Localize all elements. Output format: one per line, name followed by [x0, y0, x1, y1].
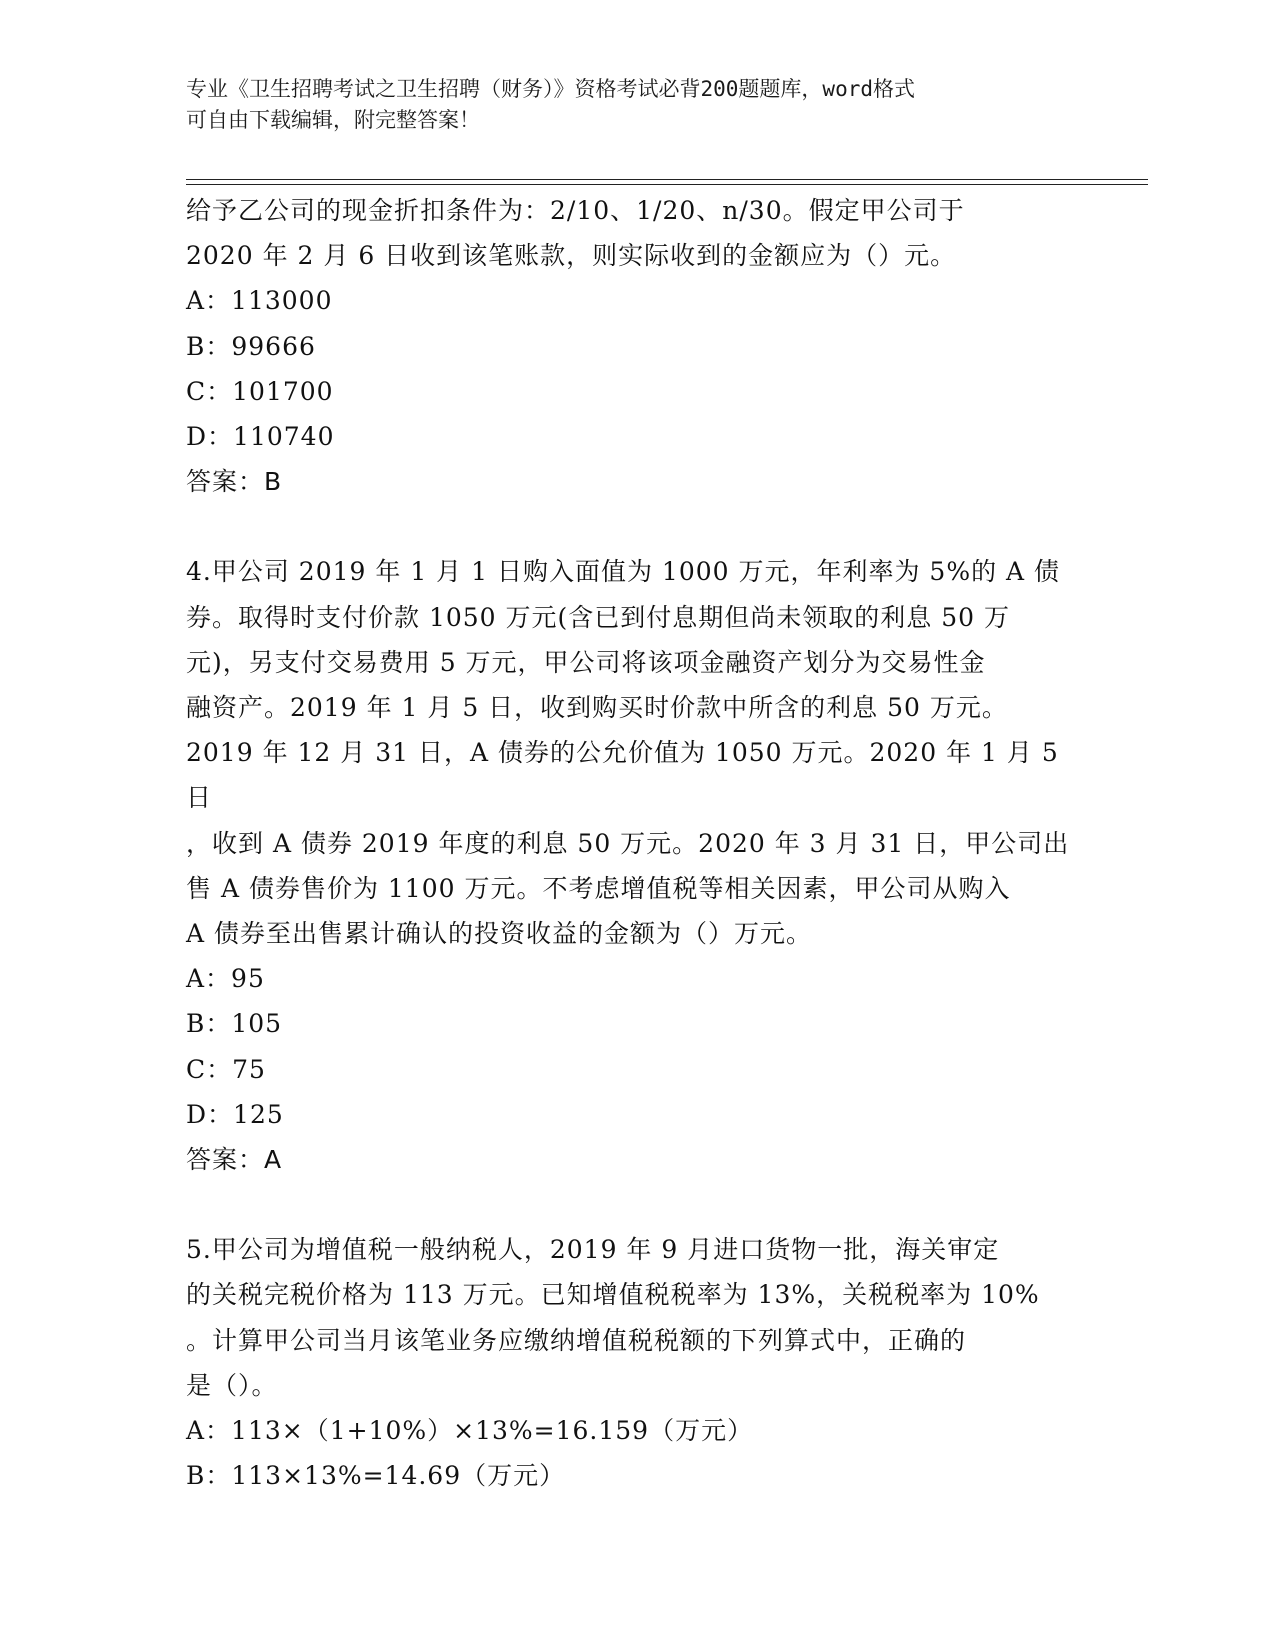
option-c: C：101700 — [186, 376, 334, 406]
spacer — [186, 504, 1086, 549]
question-stem-line: 元)，另支付交易费用 5 万元，甲公司将该项金融资产划分为交易性金 — [186, 647, 986, 677]
option-b: B：113×13%=14.69（万元） — [186, 1461, 566, 1491]
question-stem-line: ，收到 A 债券 2019 年度的利息 50 万元。2020 年 3 月 31 日，甲公司出 — [186, 828, 1070, 858]
answer-line: 答案：B — [186, 467, 283, 497]
header-divider-top — [186, 179, 1148, 180]
question-stem-line: 。计算甲公司当月该笔业务应缴纳增值税税额的下列算式中，正确的 — [186, 1325, 967, 1355]
option-d: D：125 — [186, 1099, 284, 1129]
question-stem-line: 是（）。 — [186, 1370, 278, 1400]
question-stem-line: 给予乙公司的现金折扣条件为：2/10、1/20、n/30。假定甲公司于 — [186, 196, 965, 225]
option-a: A：95 — [186, 964, 265, 994]
option-b: B：105 — [186, 1009, 283, 1039]
question-stem-line: 券。取得时支付价款 1050 万元(含已到付息期但尚未领取的利息 50 万 — [186, 602, 1010, 632]
question-stem-line: 的关税完税价格为 113 万元。已知增值税税率为 13%，关税税率为 10% — [186, 1280, 1040, 1310]
answer-line: 答案：A — [186, 1145, 283, 1175]
option-d: D：110740 — [186, 422, 335, 452]
question-stem-line: 4.甲公司 2019 年 1 月 1 日购入面值为 1000 万元，年利率为 5%的 A 债 — [186, 557, 1061, 587]
header-divider-bottom — [186, 184, 1148, 185]
spacer — [186, 1182, 1086, 1227]
question-stem-line: 2020 年 2 月 6 日收到该笔账款，则实际收到的金额应为（）元。 — [186, 241, 957, 271]
question-stem-line: 融资产。2019 年 1 月 5 日，收到购买时价款中所含的利息 50 万元。 — [186, 693, 1008, 723]
question-5 — [186, 1227, 1086, 1498]
question-3-continued — [186, 188, 1086, 504]
option-c: C：75 — [186, 1054, 266, 1084]
document-body — [186, 188, 1086, 1498]
option-b: B：99666 — [186, 331, 316, 361]
option-a: A：113000 — [186, 286, 333, 316]
header-line-1: 专业《卫生招聘考试之卫生招聘（财务）》资格考试必背200题题库，word格式 — [186, 77, 915, 101]
question-stem-line: 5.甲公司为增值税一般纳税人，2019 年 9 月进口货物一批，海关审定 — [186, 1235, 1000, 1265]
question-stem-line: 售 A 债券售价为 1100 万元。不考虑增值税等相关因素，甲公司从购入 — [186, 873, 1011, 903]
header-line-2: 可自由下载编辑，附完整答案！ — [186, 108, 480, 132]
question-stem-line: 2019 年 12 月 31 日，A 债券的公允价值为 1050 万元。2020 年 1 月 5 日 — [186, 738, 1059, 813]
question-4 — [186, 549, 1086, 1182]
option-a: A：113×（1+10%）×13%=16.159（万元） — [186, 1416, 754, 1446]
document-header — [186, 74, 1086, 136]
question-stem-line: A 债券至出售累计确认的投资收益的金额为（）万元。 — [186, 919, 813, 949]
